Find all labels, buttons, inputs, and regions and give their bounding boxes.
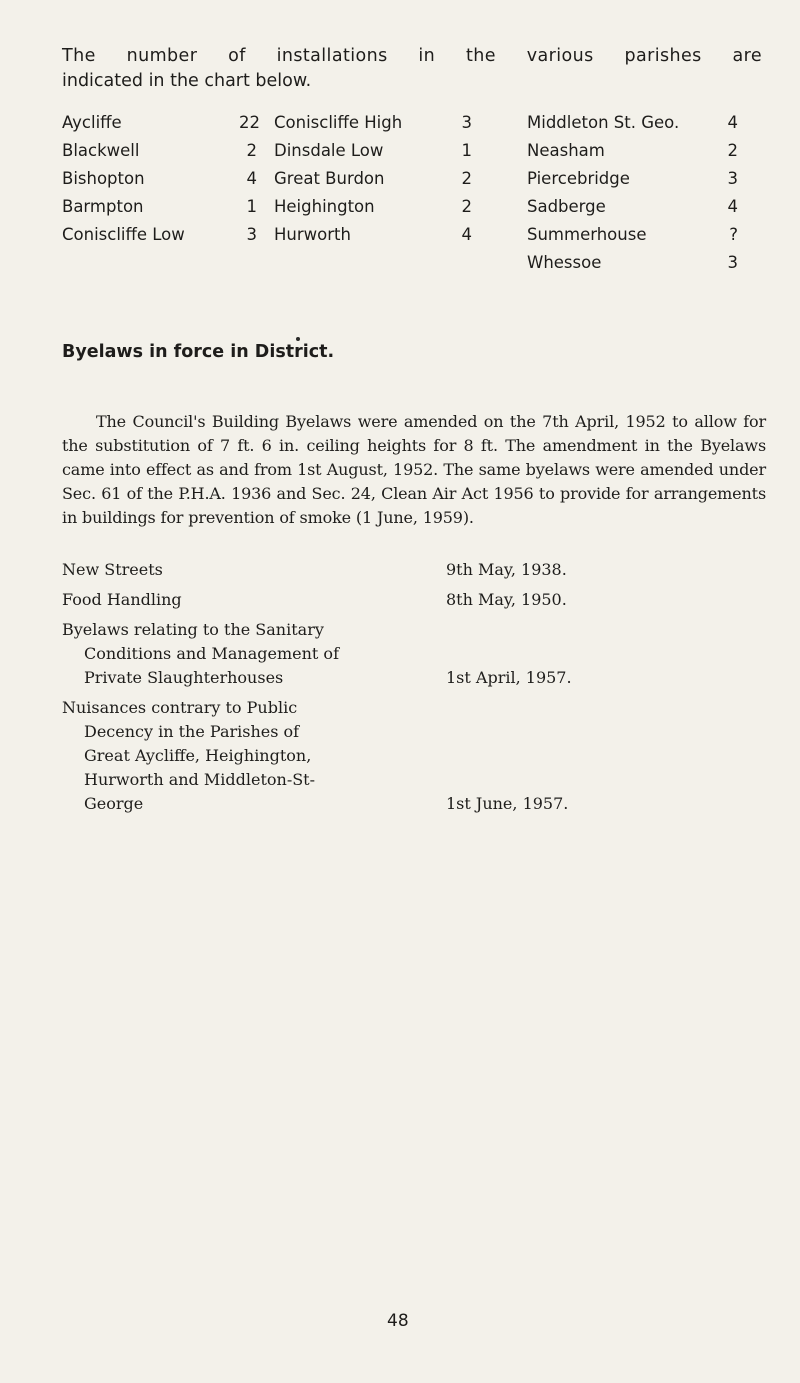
byelaw-date: 1st April, 1957. — [446, 668, 572, 687]
parish-name: Aycliffe — [62, 113, 122, 132]
parish-count: 2 — [461, 197, 472, 216]
page-number: 48 — [387, 1311, 409, 1331]
table-row — [62, 169, 742, 197]
byelaw-date: 1st June, 1957. — [446, 794, 569, 813]
parish-count: 2 — [246, 141, 257, 160]
list-item — [62, 558, 622, 582]
parish-name: Coniscliffe Low — [62, 225, 185, 244]
byelaw-date: 9th May, 1938. — [446, 560, 567, 579]
table-row — [62, 197, 742, 225]
list-item — [62, 618, 622, 690]
parish-name: Coniscliffe High — [274, 113, 403, 132]
table-row — [62, 113, 742, 141]
parish-count: 3 — [727, 169, 738, 188]
byelaw-name: Byelaws relating to the Sanitary Conditions and Management of Private Slaughterhouses — [62, 620, 339, 687]
parish-name: Bishopton — [62, 169, 145, 188]
byelaws-list — [62, 558, 622, 822]
parish-count: 3 — [461, 113, 472, 132]
parish-count: ? — [729, 225, 738, 244]
parish-name: Summerhouse — [527, 225, 647, 244]
parish-name: Sadberge — [527, 197, 606, 216]
parish-count: 4 — [727, 197, 738, 216]
list-item — [62, 588, 622, 612]
parish-name: Piercebridge — [527, 169, 630, 188]
byelaw-name: Food Handling — [62, 590, 182, 609]
parish-name: Dinsdale Low — [274, 141, 384, 160]
parish-name: Neasham — [527, 141, 605, 160]
byelaw-date: 8th May, 1950. — [446, 590, 567, 609]
parish-count: 3 — [727, 253, 738, 272]
parish-name: Barmpton — [62, 197, 144, 216]
table-row — [62, 225, 742, 253]
intro-line-2: indicated in the chart below. — [62, 71, 312, 91]
installations-table — [62, 113, 742, 281]
table-row — [62, 253, 742, 281]
parish-count: 4 — [461, 225, 472, 244]
intro-line-1: The number of installations in the various parishes are — [62, 46, 762, 66]
body-paragraph: The Council's Building Byelaws were amended on the 7th April, 1952 to allow for the substitution of 7 ft. 6 in. ceiling heights for 8 ft. The amendment in the Byelaws came into effect as and from 1st August, 1952. The same byelaws were amended under Sec. 61 of the P.H.A. 1936 and Sec. 24, Clean Air Act 1956 to provide for arrangements in buildings for prevention of smoke (1 June, 1959). — [62, 412, 766, 527]
parish-name: Great Burdon — [274, 169, 385, 188]
parish-name: Middleton St. Geo. — [527, 113, 680, 132]
intro-text — [62, 44, 762, 94]
parish-count: 22 — [239, 113, 260, 132]
parish-count: 2 — [727, 141, 738, 160]
parish-count: 2 — [461, 169, 472, 188]
list-item — [62, 696, 622, 816]
parish-count: 3 — [246, 225, 257, 244]
parish-count: 1 — [461, 141, 472, 160]
parish-count: 4 — [727, 113, 738, 132]
byelaw-name: Nuisances contrary to Public Decency in the Parishes of Great Aycliffe, Heighington, Hurworth and Middleton-St-George — [62, 698, 316, 813]
parish-name: Blackwell — [62, 141, 140, 160]
table-row — [62, 141, 742, 169]
parish-name: Hurworth — [274, 225, 351, 244]
byelaw-name: New Streets — [62, 560, 163, 579]
parish-count: 4 — [246, 169, 257, 188]
parish-count: 1 — [246, 197, 257, 216]
section-heading: Byelaws in force in District. — [62, 342, 335, 362]
print-speck — [296, 337, 300, 341]
parish-name: Whessoe — [527, 253, 602, 272]
parish-name: Heighington — [274, 197, 375, 216]
